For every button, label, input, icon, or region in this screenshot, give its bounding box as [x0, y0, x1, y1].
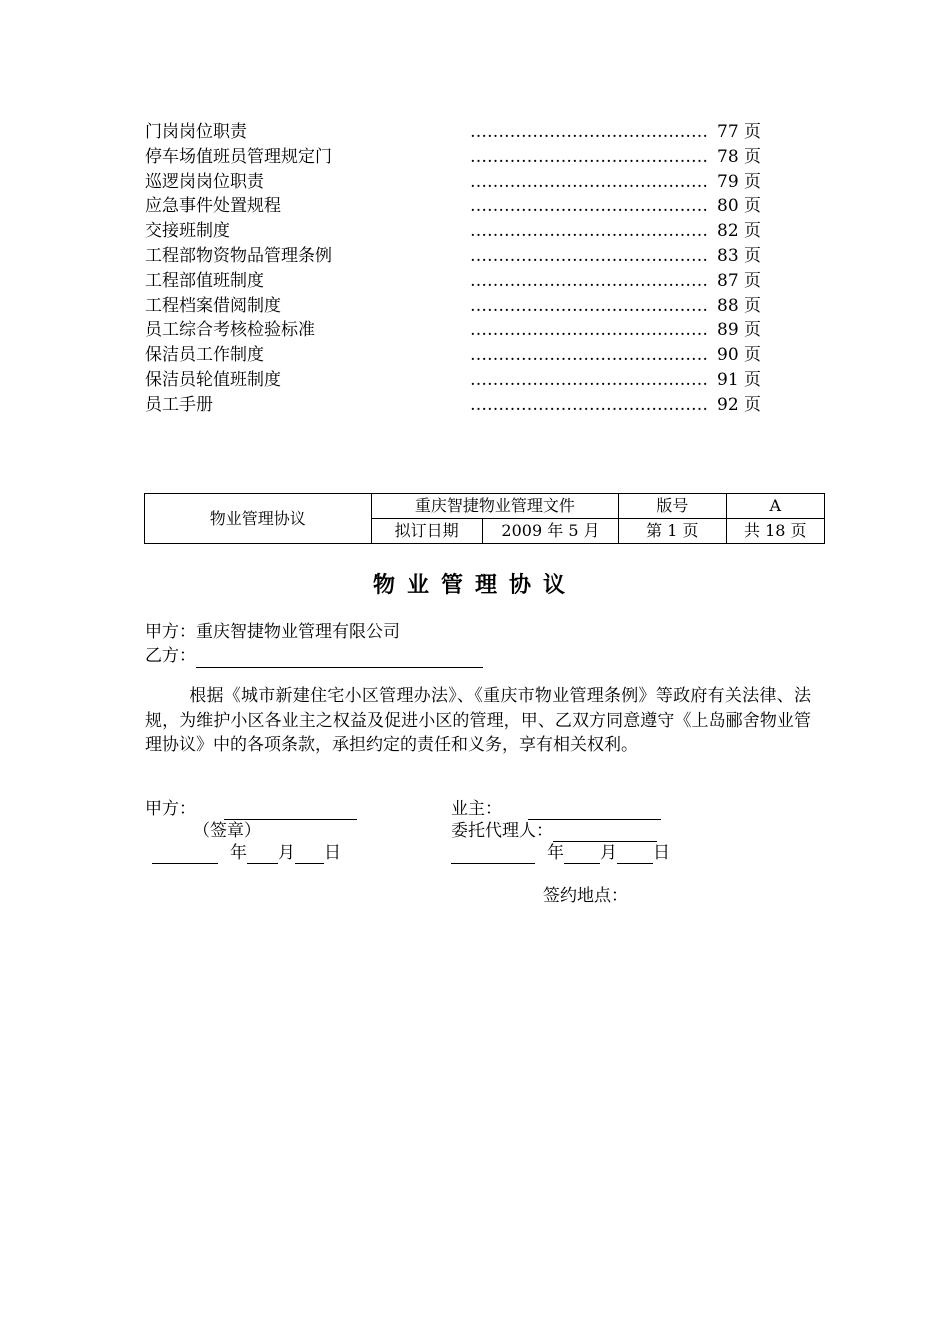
- party-b-blank: [196, 649, 483, 668]
- year-label-right: 年: [547, 843, 564, 863]
- day-label-right: 日: [653, 843, 670, 863]
- sig-owner: [451, 798, 661, 820]
- year-blank-right: [451, 845, 535, 864]
- sig-party-a-date: [152, 842, 341, 864]
- sig-party-a: [145, 798, 357, 820]
- toc-entry: [145, 170, 765, 195]
- toc-entry-page: 82 页: [717, 221, 762, 242]
- toc-entry-leader-dots: ……………………………………: [470, 345, 708, 366]
- toc-entry-leader-dots: ……………………………………: [470, 245, 708, 266]
- toc-entry-leader-dots: ……………………………………: [470, 122, 708, 142]
- sig-party-a-blank: [224, 801, 357, 820]
- year-label-left: 年: [230, 843, 247, 863]
- version-label-cell: 版号: [619, 494, 726, 519]
- sig-owner-date: [451, 842, 670, 864]
- toc-entry-leader-dots: ……………………………………: [470, 270, 708, 291]
- total-pages-cell: 共 18 页: [726, 519, 824, 544]
- toc-entry: [145, 343, 765, 368]
- toc-entry-title: 交接班制度: [145, 221, 230, 242]
- toc-entry: [145, 269, 765, 294]
- toc-entry: [145, 244, 765, 269]
- company-file-cell: 重庆智捷物业管理文件: [371, 494, 619, 519]
- toc-entry: [145, 120, 765, 145]
- date-value-cell: 2009 年 5 月: [482, 519, 618, 544]
- month-blank-left: [247, 845, 278, 864]
- toc-entry-page: 87 页: [717, 270, 762, 291]
- toc-entry: [145, 219, 765, 244]
- toc-entry-leader-dots: ……………………………………: [470, 146, 708, 167]
- toc-entry-leader-dots: ……………………………………: [470, 221, 708, 242]
- toc-entry-title: 应急事件处置规程: [145, 196, 281, 217]
- sig-seal: （签章）: [193, 821, 261, 841]
- sig-agent-blank: [553, 823, 657, 842]
- toc-entry-title: 门岗岗位职责: [145, 122, 247, 142]
- toc-entry: [145, 194, 765, 219]
- toc-entry-title: 工程部物资物品管理条例: [145, 245, 332, 266]
- toc-entry-title: 工程部值班制度: [145, 270, 264, 291]
- sig-owner-label: 业主：: [451, 799, 502, 819]
- party-a-line: [145, 620, 400, 644]
- toc-entry-leader-dots: ……………………………………: [470, 196, 708, 217]
- table-of-contents: [145, 120, 765, 418]
- toc-entry-leader-dots: ……………………………………: [470, 369, 708, 390]
- toc-entry-leader-dots: ……………………………………: [470, 394, 708, 415]
- month-label-right: 月: [600, 843, 617, 863]
- day-label-left: 日: [324, 843, 341, 863]
- toc-entry-page: 80 页: [717, 196, 762, 217]
- version-value-cell: A: [726, 494, 824, 519]
- document-title: 物业管理协议: [372, 572, 577, 598]
- toc-entry: [145, 318, 765, 343]
- sig-place: 签约地点：: [543, 886, 628, 906]
- doc-name-cell: 物业管理协议: [145, 494, 372, 544]
- party-b-line: [145, 644, 483, 668]
- toc-entry-page: 92 页: [717, 394, 762, 415]
- sig-owner-blank: [528, 801, 661, 820]
- toc-entry-page: 88 页: [717, 295, 762, 316]
- toc-entry-title: 工程档案借阅制度: [145, 295, 281, 316]
- toc-entry-leader-dots: ……………………………………: [470, 171, 708, 192]
- party-b-label: 乙方：: [145, 646, 196, 666]
- toc-entry: [145, 368, 765, 393]
- toc-entry-page: 83 页: [717, 245, 762, 266]
- agreement-paragraph: 根据《城市新建住宅小区管理办法》、《重庆市物业管理条例》等政府有关法律、法规，为维护小区各业主之权益及促进小区的管理，甲、乙双方同意遵守《上岛郦舍物业管理协议》中的各项条款，承担约定的责任和义务，享有相关权利。: [145, 686, 811, 755]
- month-label-left: 月: [278, 843, 295, 863]
- day-blank-left: [295, 845, 324, 864]
- toc-entry-title: 停车场值班员管理规定门: [145, 146, 332, 167]
- toc-entry-page: 77 页: [717, 122, 762, 142]
- toc-entry-page: 79 页: [717, 171, 762, 192]
- toc-entry-title: 保洁员轮值班制度: [145, 369, 281, 390]
- date-label-cell: 拟订日期: [371, 519, 482, 544]
- sig-agent: [451, 820, 657, 842]
- toc-entry: [145, 145, 765, 170]
- party-a-label: 甲方：: [145, 622, 196, 642]
- sig-agent-label: 委托代理人：: [451, 821, 553, 841]
- document-header-table: [144, 493, 825, 544]
- toc-entry-leader-dots: ……………………………………: [470, 295, 708, 316]
- sig-party-a-label: 甲方：: [145, 799, 196, 819]
- toc-entry-page: 89 页: [717, 320, 762, 341]
- toc-entry-leader-dots: ……………………………………: [470, 320, 708, 341]
- toc-entry-title: 员工综合考核检验标准: [145, 320, 315, 341]
- toc-entry-page: 78 页: [717, 146, 762, 167]
- month-blank-right: [564, 845, 600, 864]
- year-blank-left: [152, 845, 218, 864]
- page-number-cell: 第 1 页: [619, 519, 726, 544]
- party-a-name: 重庆智捷物业管理有限公司: [196, 622, 400, 642]
- toc-entry-page: 91 页: [717, 369, 762, 390]
- toc-entry: [145, 294, 765, 319]
- toc-entry-page: 90 页: [717, 345, 762, 366]
- toc-entry-title: 员工手册: [145, 394, 213, 415]
- day-blank-right: [617, 845, 653, 864]
- toc-entry: [145, 393, 765, 418]
- toc-entry-title: 巡逻岗岗位职责: [145, 171, 264, 192]
- toc-entry-title: 保洁员工作制度: [145, 345, 264, 366]
